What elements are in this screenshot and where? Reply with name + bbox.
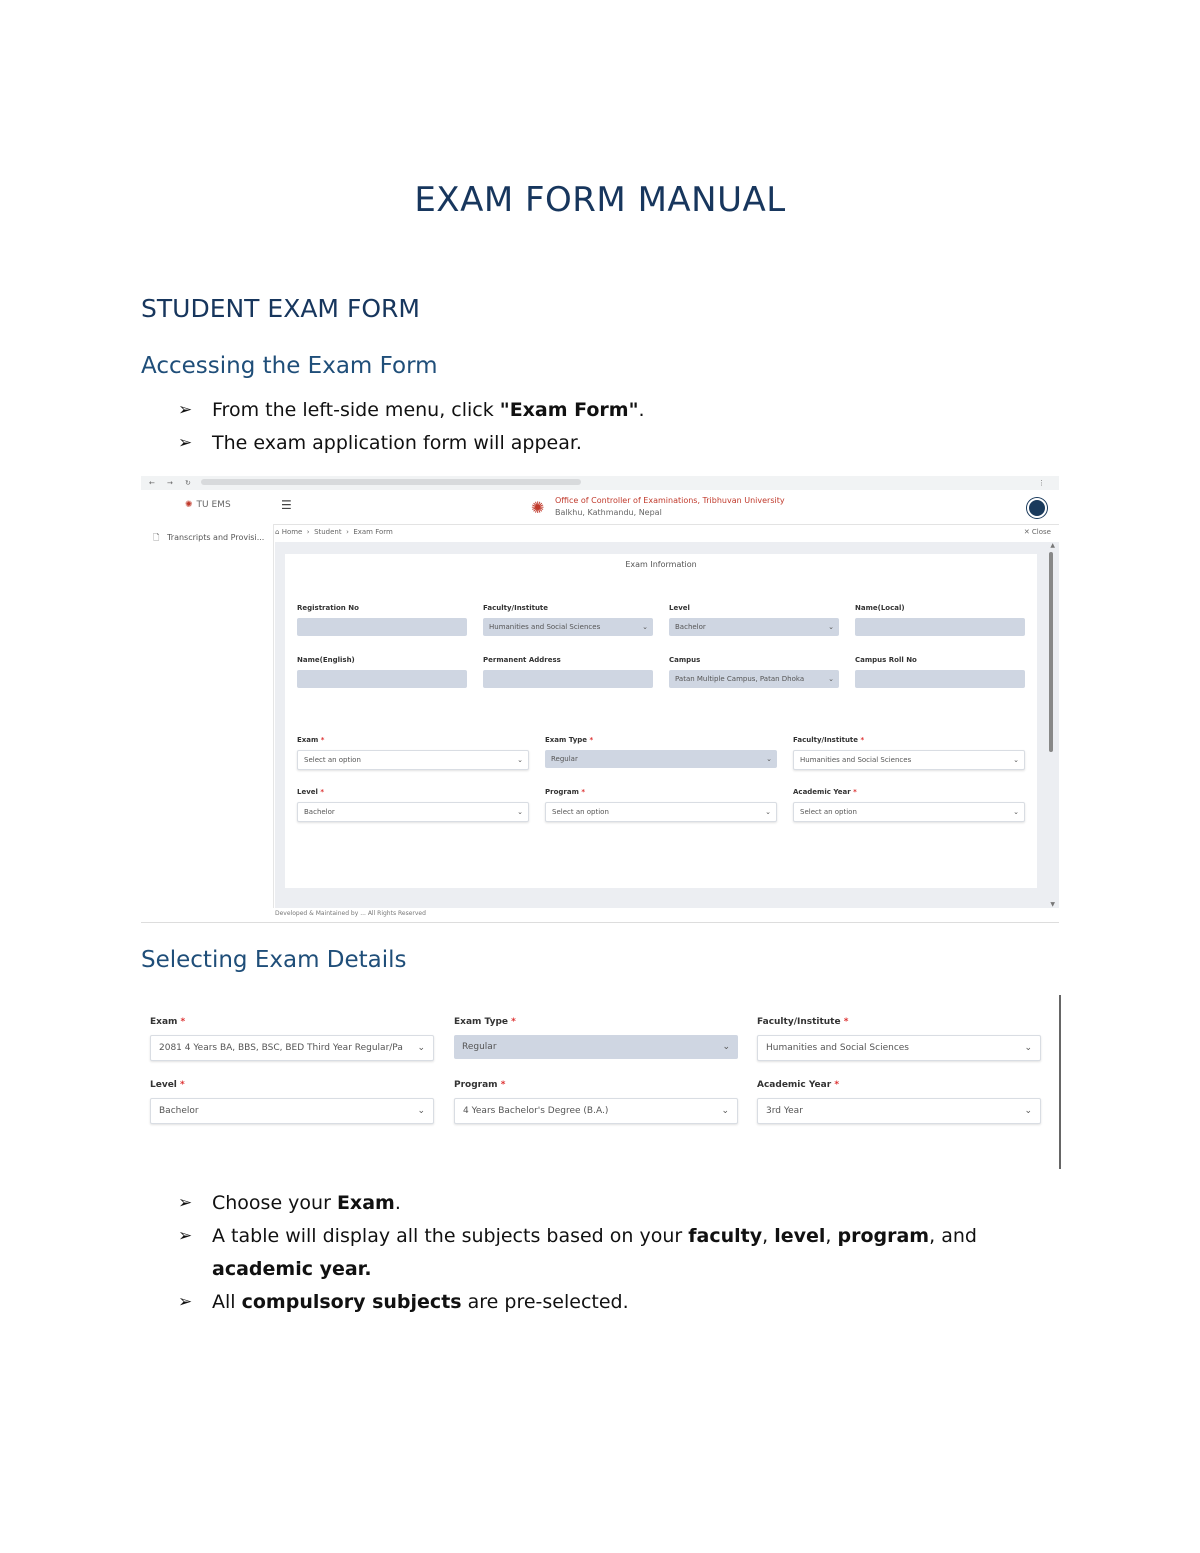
academic-year-field: Academic Year * 3rd Year ⌄ (757, 1080, 1041, 1124)
program-select[interactable]: Select an option ⌄ (545, 802, 777, 822)
campus-roll-field: Campus Roll No (855, 656, 1025, 688)
office-name: Office of Controller of Examinations, Tribhuvan University (555, 496, 785, 505)
arrow-bullet-icon: ➢ (178, 1193, 193, 1213)
exam-type-select[interactable]: Regular ⌄ (545, 750, 777, 768)
subsection-heading-select: Selecting Exam Details (141, 947, 407, 973)
list-item: ➢ From the left-side menu, click "Exam Form". (178, 394, 1058, 427)
name-local-field: Name(Local) (855, 604, 1025, 636)
exam-details-screenshot (141, 995, 1061, 1169)
exam-type-field: Exam Type * Regular ⌄ (545, 736, 777, 768)
app-header (141, 490, 1059, 525)
level-select: Bachelor ⌄ (669, 618, 839, 636)
exam-information-card (285, 554, 1037, 888)
breadcrumb: ⌂ Home › Student › Exam Form (275, 528, 393, 536)
chevron-down-icon: ⌄ (642, 623, 648, 631)
chevron-down-icon: ⌄ (828, 623, 834, 631)
footer-text: Developed & Maintained by ... All Rights Reserved (275, 910, 426, 917)
chevron-down-icon: ⌄ (517, 808, 523, 816)
name-english-input (297, 670, 467, 688)
browser-toolbar (141, 476, 1059, 490)
breadcrumb-exam-form: Exam Form (353, 528, 393, 536)
chevron-down-icon: ⌄ (417, 1043, 425, 1053)
scrollbar[interactable] (1049, 552, 1053, 752)
faculty-field: Faculty/Institute Humanities and Social Sciences ⌄ (483, 604, 653, 636)
chevron-down-icon: ⌄ (417, 1106, 425, 1116)
exam-type-field: Exam Type * Regular ⌄ (454, 1017, 738, 1059)
registration-no-input (297, 618, 467, 636)
level-dropdown[interactable]: Bachelor ⌄ (297, 802, 529, 822)
faculty-institute-field: Faculty/Institute * Humanities and Social Sciences ⌄ (793, 736, 1025, 770)
permanent-address-input (483, 670, 653, 688)
bullet-list-select (178, 1187, 1058, 1319)
academic-year-field: Academic Year * Select an option ⌄ (793, 788, 1025, 822)
reload-icon: ↻ (185, 479, 191, 487)
breadcrumb-home[interactable]: Home (281, 528, 303, 536)
close-button[interactable]: ✕ Close (1023, 528, 1051, 536)
breadcrumb-student[interactable]: Student (314, 528, 342, 536)
exam-field: Exam * 2081 4 Years BA, BBS, BSC, BED Third Year Regular/Pa ⌄ (150, 1017, 434, 1061)
exam-select[interactable]: 2081 4 Years BA, BBS, BSC, BED Third Year Regular/Pa ⌄ (150, 1035, 434, 1061)
chevron-down-icon: ⌄ (1013, 808, 1019, 816)
university-seal-icon: ✺ (185, 500, 193, 510)
home-icon: ⌂ (275, 528, 280, 536)
faculty-institute-field: Faculty/Institute * Humanities and Social Sciences ⌄ (757, 1017, 1041, 1061)
permanent-address-field: Permanent Address (483, 656, 653, 688)
level-select[interactable]: Bachelor ⌄ (150, 1098, 434, 1124)
exam-field: Exam * Select an option ⌄ (297, 736, 529, 770)
menu-dots-icon: ⋮ (1038, 479, 1045, 487)
chevron-down-icon: ⌄ (517, 756, 523, 764)
chevron-down-icon: ⌄ (1013, 756, 1019, 764)
list-item: ➢ The exam application form will appear. (178, 427, 1058, 460)
chevron-down-icon: ⌄ (828, 675, 834, 683)
campus-select: Patan Multiple Campus, Patan Dhoka ⌄ (669, 670, 839, 688)
program-field: Program * 4 Years Bachelor's Degree (B.A.) ⌄ (454, 1080, 738, 1124)
arrow-bullet-icon: ➢ (178, 433, 193, 453)
sidebar-item-transcripts[interactable]: 🗋 Transcripts and Provisi... (153, 533, 265, 542)
back-icon: ← (149, 479, 155, 487)
level-field: Level * Bachelor ⌄ (150, 1080, 434, 1124)
chevron-down-icon: ⌄ (722, 1042, 730, 1052)
office-address: Balkhu, Kathmandu, Nepal (555, 508, 662, 517)
faculty-select: Humanities and Social Sciences ⌄ (483, 618, 653, 636)
exam-select[interactable]: Select an option ⌄ (297, 750, 529, 770)
bullet-list-access (178, 394, 1058, 460)
office-seal-icon: ✺ (531, 498, 545, 517)
chevron-down-icon: ⌄ (1024, 1043, 1032, 1053)
arrow-bullet-icon: ➢ (178, 1226, 193, 1246)
campus-field: Campus Patan Multiple Campus, Patan Dhoka ⌄ (669, 656, 839, 688)
name-english-field: Name(English) (297, 656, 467, 688)
arrow-bullet-icon: ➢ (178, 1292, 193, 1312)
scroll-down-icon[interactable]: ▼ (1050, 901, 1055, 908)
academic-year-select[interactable]: Select an option ⌄ (793, 802, 1025, 822)
exam-type-select[interactable]: Regular ⌄ (454, 1035, 738, 1059)
exam-form-screenshot (141, 476, 1059, 923)
subsection-heading-access: Accessing the Exam Form (141, 353, 438, 379)
list-item: ➢ All compulsory subjects are pre-selected. (178, 1286, 1058, 1319)
list-item: ➢ Choose your Exam. (178, 1187, 1058, 1220)
faculty-institute-select[interactable]: Humanities and Social Sciences ⌄ (793, 750, 1025, 770)
sidebar (141, 524, 274, 908)
document-icon: 🗋 (153, 533, 160, 542)
list-item: ➢ A table will display all the subjects based on your faculty, level, program, and academic year. (178, 1220, 1058, 1286)
card-title: Exam Information (625, 560, 697, 569)
app-logo: ✺ TU EMS (185, 500, 231, 510)
address-bar[interactable] (201, 479, 581, 485)
campus-roll-input (855, 670, 1025, 688)
arrow-bullet-icon: ➢ (178, 400, 193, 420)
registration-no-field: Registration No (297, 604, 467, 636)
program-select[interactable]: 4 Years Bachelor's Degree (B.A.) ⌄ (454, 1098, 738, 1124)
chevron-down-icon: ⌄ (1024, 1106, 1032, 1116)
name-local-input (855, 618, 1025, 636)
scroll-up-icon[interactable]: ▲ (1050, 542, 1055, 549)
level-field: Level Bachelor ⌄ (669, 604, 839, 636)
main-content (275, 542, 1059, 908)
chevron-down-icon: ⌄ (765, 808, 771, 816)
user-avatar[interactable] (1027, 498, 1047, 518)
level-select-field: Level * Bachelor ⌄ (297, 788, 529, 822)
program-field: Program * Select an option ⌄ (545, 788, 777, 822)
academic-year-select[interactable]: 3rd Year ⌄ (757, 1098, 1041, 1124)
chevron-down-icon: ⌄ (721, 1106, 729, 1116)
faculty-institute-select[interactable]: Humanities and Social Sciences ⌄ (757, 1035, 1041, 1061)
section-heading: STUDENT EXAM FORM (141, 294, 420, 323)
close-icon: ✕ (1023, 528, 1030, 536)
chevron-down-icon: ⌄ (766, 755, 772, 763)
hamburger-menu-icon[interactable]: ☰ (281, 498, 292, 512)
document-title: EXAM FORM MANUAL (414, 180, 786, 220)
forward-icon: → (167, 479, 173, 487)
